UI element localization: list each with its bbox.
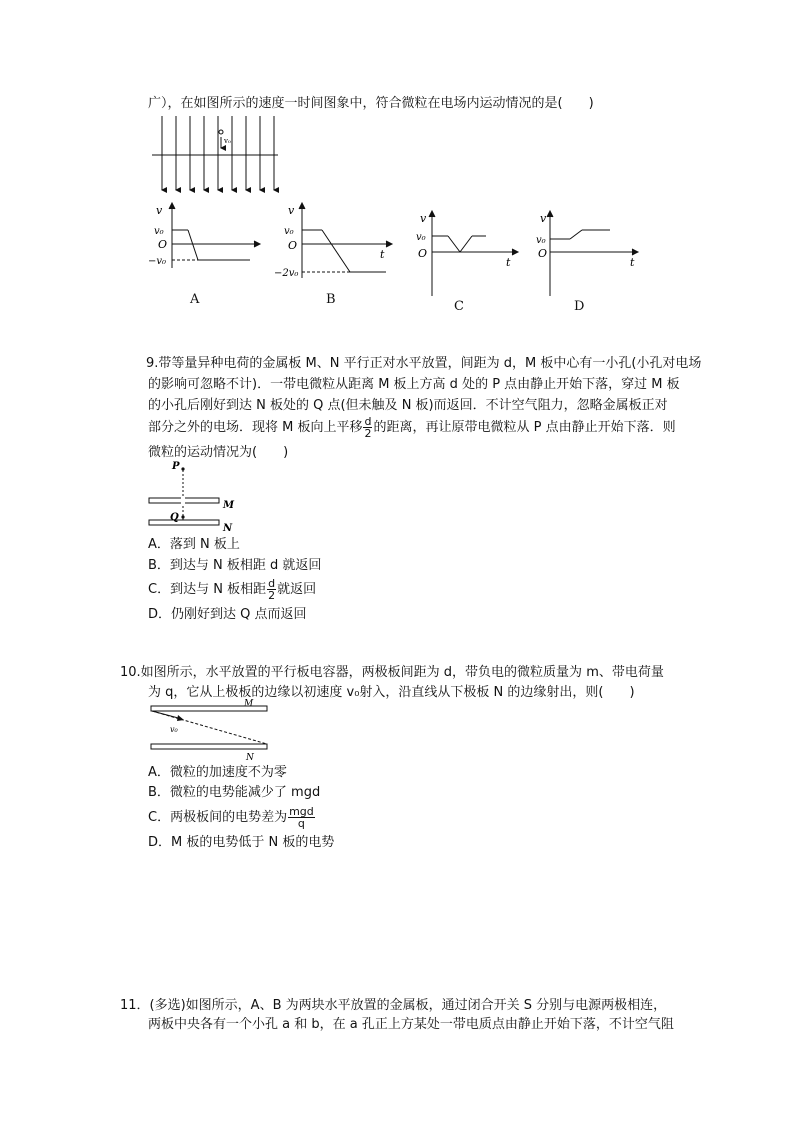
q10-option-b: B．微粒的电势能减少了 mgd [148, 785, 321, 800]
graph-d-caption: D [574, 299, 585, 314]
q9-option-c [148, 578, 316, 601]
graph-c [416, 208, 526, 298]
q10-line1: 10.如图所示，水平放置的平行板电容器，两极板间距为 d，带负电的微粒质量为 m、带电荷量 [120, 665, 664, 680]
q9-line4 [148, 416, 676, 439]
q9-option-c-den: 2 [268, 589, 276, 602]
q10-option-d: D．M 板的电势低于 N 板的电势 [148, 835, 335, 850]
q9-fraction-den: 2 [364, 427, 372, 440]
graph-b-caption: B [326, 292, 336, 307]
q9-option-c-part2: 就返回 [277, 582, 317, 597]
graph-a-v0-label: v₀ [154, 226, 164, 237]
q9-fraction-num: d [364, 415, 372, 428]
q10-option-c-fraction [288, 806, 315, 829]
graph-d [536, 208, 646, 298]
q9-line1: 9.带等量异种电荷的金属板 M、N 平行正对水平放置，间距为 d，M 板中心有一小孔(小孔对电场 [146, 356, 702, 371]
q9-option-c-fraction [267, 578, 276, 601]
q10-line2: 为 q，它从上极板的边缘以初速度 v₀射入，沿直线从下极板 N 的边缘射出，则( ) [148, 685, 635, 700]
point-q-label: Q [170, 512, 179, 523]
graph-d-v0-label: v₀ [536, 235, 546, 246]
q9-line4-part2: 的距离，再让原带电微粒从 P 点由静止开始下落．则 [373, 420, 676, 435]
graph-c-caption: C [454, 299, 464, 314]
graph-c-origin: O [418, 247, 428, 260]
plate-m-label: M [223, 500, 235, 511]
graph-b-v0-label: v₀ [284, 226, 294, 237]
graph-b-origin: O [288, 239, 298, 252]
graph-d-t-label: t [630, 256, 635, 269]
q9-option-c-num: d [268, 577, 276, 590]
q10-option-c-part1: C．两极板间的电势差为 [148, 810, 288, 825]
graph-c-v-label: v [420, 212, 427, 225]
graph-a-origin: O [158, 238, 168, 251]
graph-a-v-label: v [156, 204, 163, 217]
graph-c-t-label: t [506, 256, 511, 269]
plate-n-label: N [223, 523, 233, 534]
q9-option-b: B．到达与 N 板相距 d 就返回 [148, 558, 322, 573]
capacitor-figure [148, 700, 278, 762]
q9-line4-part1: 部分之外的电场．现将 M 板向上平移 [148, 420, 363, 435]
q9-line5: 微粒的运动情况为( ) [148, 445, 289, 460]
graph-d-v-label: v [540, 212, 547, 225]
graph-a-neg-label: −v₀ [148, 256, 167, 267]
q9-option-a: A．落到 N 板上 [148, 537, 240, 552]
graph-b-v-label: v [288, 204, 295, 217]
q9-option-d: D．仍刚好到达 Q 点而返回 [148, 607, 307, 622]
q10-option-a: A．微粒的加速度不为零 [148, 765, 287, 780]
q9-option-c-part1: C．到达与 N 板相距 [148, 582, 267, 597]
plates-mn-figure [146, 460, 246, 534]
q10-option-c-den: q [297, 817, 305, 830]
q10-option-c-num: mgd [289, 805, 314, 818]
graph-b-neg-label: −2v₀ [274, 268, 299, 279]
q11-line2: 两板中央各有一个小孔 a 和 b，在 a 孔正上方某处一带电质点由静止开始下落，不计空气阻 [148, 1017, 674, 1032]
graph-a [148, 200, 268, 270]
graph-d-origin: O [538, 247, 548, 260]
q8-line1: 广），在如图所示的速度一时间图象中，符合微粒在电场内运动情况的是( ) [148, 96, 594, 111]
graph-b [274, 200, 394, 282]
point-p-label: P [172, 461, 180, 472]
electric-field-figure [150, 112, 280, 194]
plate-n-label-q10: N [246, 753, 254, 763]
q9-fraction [363, 416, 372, 439]
graph-a-caption: A [190, 292, 200, 307]
q11-line1: 11．(多选)如图所示，A、B 为两块水平放置的金属板，通过闭合开关 S 分别与电源两极相连， [120, 998, 667, 1013]
graph-b-t-label: t [380, 248, 385, 261]
graph-c-v0-label: v₀ [416, 232, 426, 243]
q9-line3: 的小孔后刚好到达 N 板处的 Q 点(但未触及 N 板)而返回．不计空气阻力，忽略金属板正对 [148, 398, 668, 413]
fig-v0-label: v₀ [224, 137, 231, 145]
q9-line2: 的影响可忽略不计)．一带电微粒从距离 M 板上方高 d 处的 P 点由静止开始下落，穿过 M 板 [148, 377, 680, 392]
q10-option-c [148, 806, 316, 829]
v0-label-q10: v₀ [170, 725, 178, 734]
plate-m-label-q10: M [244, 699, 254, 709]
